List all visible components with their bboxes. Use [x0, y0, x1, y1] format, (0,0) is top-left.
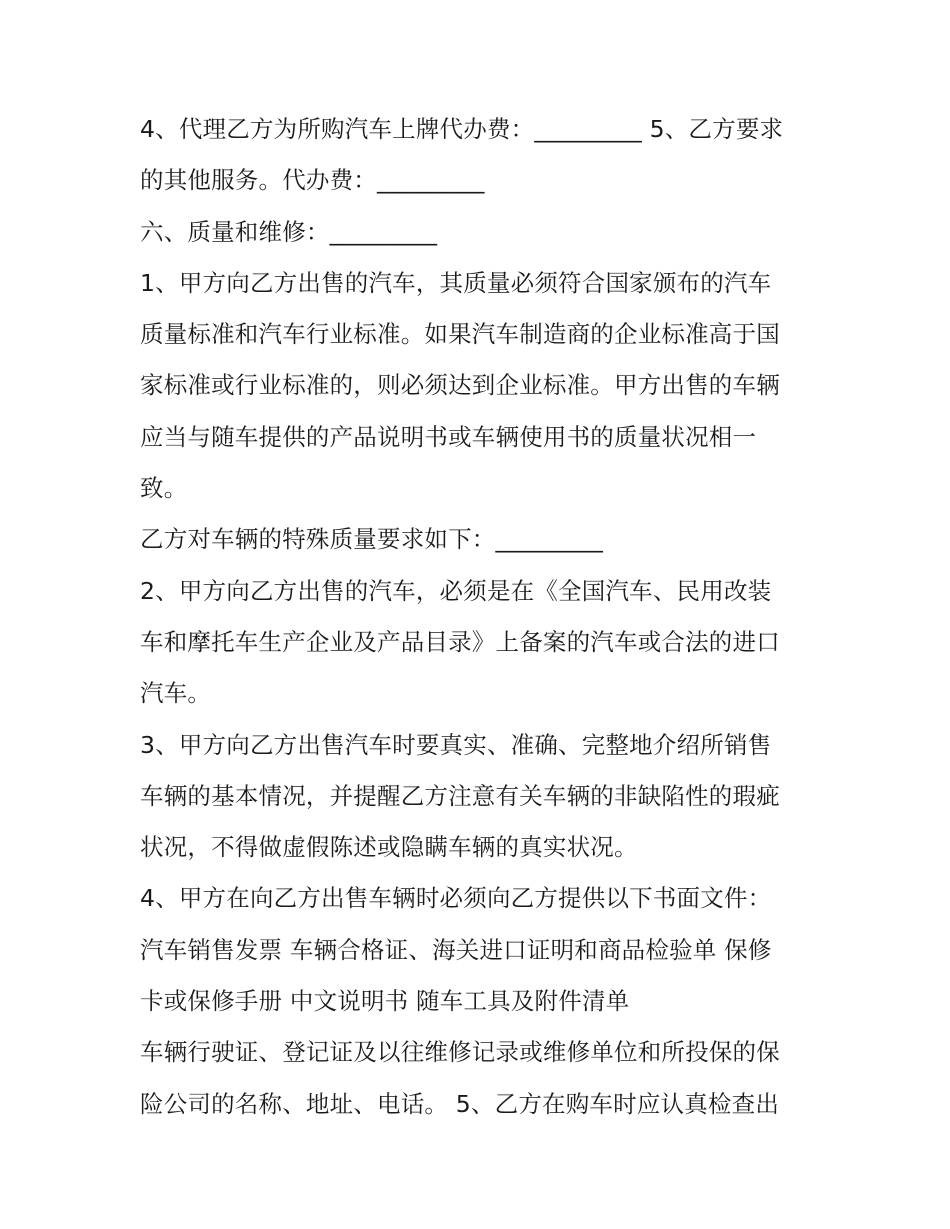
text-line: 汽车销售发票 车辆合格证、海关进口证明和商品检验单 保修	[140, 935, 772, 964]
text-line: 3、甲方向乙方出售汽车时要真实、准确、完整地介绍所销售	[140, 730, 772, 759]
text-line: 乙方对车辆的特殊质量要求如下：_________	[140, 525, 604, 554]
text-line: 4、甲方在向乙方出售车辆时必须向乙方提供以下书面文件：	[140, 884, 772, 913]
text-line: 车辆行驶证、登记证及以往维修记录或维修单位和所投保的保	[140, 1038, 780, 1067]
text-line: 质量标准和汽车行业标准。如果汽车制造商的企业标准高于国	[140, 320, 780, 349]
text-line: 状况，不得做虚假陈述或隐瞒车辆的真实状况。	[140, 833, 638, 862]
text-line: 4、代理乙方为所购汽车上牌代办费：_________ 5、乙方要求	[140, 115, 784, 143]
text-line: 卡或保修手册 中文说明书 随车工具及附件清单	[140, 987, 630, 1016]
text-line: 车和摩托车生产企业及产品目录》上备案的汽车或合法的进口	[140, 627, 780, 656]
text-line: 六、质量和维修：_________	[140, 217, 438, 246]
text-line: 险公司的名称、地址、电话。 5、乙方在购车时应认真检查出	[140, 1089, 780, 1118]
text-line: 的其他服务。代办费：_________	[140, 166, 485, 195]
text-line: 1、甲方向乙方出售的汽车，其质量必须符合国家颁布的汽车	[140, 268, 772, 297]
text-line: 应当与随车提供的产品说明书或车辆使用书的质量状况相一	[140, 422, 757, 451]
text-line: 致。	[140, 474, 188, 503]
text-line: 车辆的基本情况，并提醒乙方注意有关车辆的非缺陷性的瑕疵	[140, 781, 780, 810]
document-page	[140, 104, 820, 1130]
text-line: 2、甲方向乙方出售的汽车，必须是在《全国汽车、民用改装	[140, 576, 772, 605]
text-line: 家标准或行业标准的，则必须达到企业标准。甲方出售的车辆	[140, 371, 780, 400]
text-line: 汽车。	[140, 679, 212, 708]
